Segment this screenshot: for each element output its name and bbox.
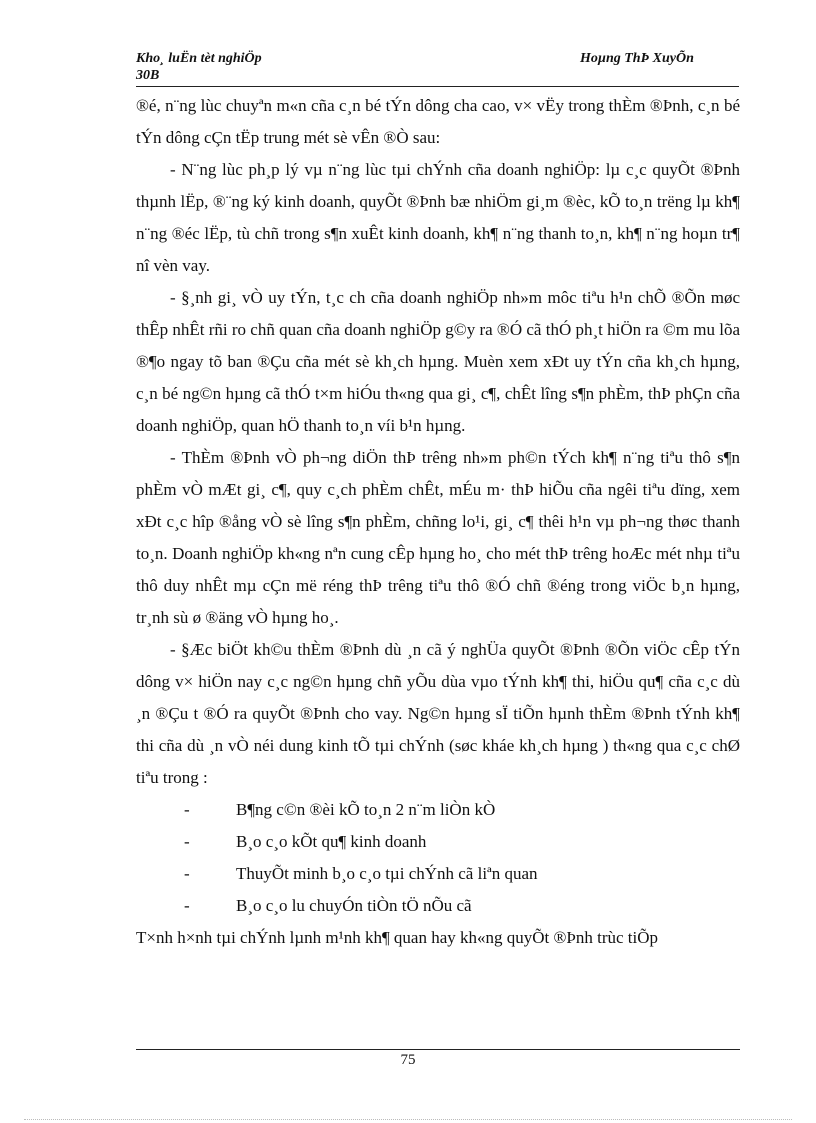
paragraph-last: T×nh h×nh tµi chÝnh lµnh m¹nh kh¶ quan hay kh«ng quyÕt ®Þnh trùc tiÕp bbox=[136, 928, 659, 947]
list-item-text: B¸o c¸o lu chuyÓn tiÒn tÖ nÕu cã bbox=[236, 896, 472, 915]
paragraph-2: - N¨ng lùc ph¸p lý vµ n¨ng lùc tµi chÝnh cña doanh nghiÖp: lµ c¸c quyÕt ®Þnh thµnh lËp, ®¨ng ký kinh doanh, quyÕt ®Þnh bæ nhiÖm gi¸m ®èc, kÕ to¸n trëng lµ kh¶ n¨ng ®éc lËp, tù chñ trong s¶n xuÊt kinh doanh, kh¶ n¨ng thanh to¸n, kh¶ n¨ng hoµn tr¶ nî vèn vay. bbox=[136, 160, 740, 275]
paragraph-5: - §Æc biÖt kh©u thÈm ®Þnh dù ¸n cã ý nghÜa quyÕt ®Þnh ®Õn viÖc cÊp tÝn dông v× hiÖn nay c¸c ng©n hµng chñ yÕu dùa vµo tÝnh kh¶ thi, hiÖu qu¶ cña c¸c dù ¸n ®Çu t ®Ó ra quyÕt ®Þnh cho vay. Ng©n hµng sÏ tiÕn hµnh thÈm ®Þnh tÝnh kh¶ thi cña dù ¸n vÒ néi dung kinh tÕ tµi chÝnh (søc kháe kh¸ch hµng ) th«ng qua c¸c chØ tiªu trong : bbox=[136, 640, 740, 787]
page-number: 75 bbox=[400, 1052, 416, 1068]
page-body bbox=[136, 90, 740, 954]
paragraph-1: ®é, n¨ng lùc chuyªn m«n cña c¸n bé tÝn dông cha cao, v× vËy trong thÈm ®Þnh, c¸n bé tÝn dông cÇn tËp trung mét sè vÊn ®Ò sau: bbox=[136, 96, 740, 147]
header-author: Hoµng ThÞ XuyÕn bbox=[580, 51, 694, 66]
header-rule bbox=[136, 86, 739, 87]
list-item: - B¶ng c©n ®èi kÕ to¸n 2 n¨m liÒn kÒ bbox=[136, 794, 740, 826]
list-item-text: B¶ng c©n ®èi kÕ to¸n 2 n¨m liÒn kÒ bbox=[236, 800, 496, 819]
list-item: - B¸o c¸o lu chuyÓn tiÒn tÖ nÕu cã bbox=[136, 890, 740, 922]
list-item-text: B¸o c¸o kÕt qu¶ kinh doanh bbox=[236, 832, 427, 851]
page-edge-divider bbox=[24, 1119, 792, 1120]
header-left bbox=[136, 50, 262, 84]
header-class: 30B bbox=[136, 68, 160, 83]
paragraph-3: - §¸nh gi¸ vÒ uy tÝn, t¸c ch cña doanh nghiÖp nh»m môc tiªu h¹n chÕ ®Õn møc thÊp nhÊt rñi ro chñ quan cña doanh nghiÖp g©y ra ®Ó cã thÓ ph¸t hiÖn ra ©m mu lõa ®¶o ngay tõ ban ®Çu cña mét sè kh¸ch hµng. Muèn xem xÐt uy tÝn cña kh¸ch hµng, c¸n bé ng©n hµng cã thÓ t×m hiÓu th«ng qua gi¸ c¶, chÊt lîng s¶n phÈm, thÞ phÇn cña doanh nghiÖp, quan hÖ thanh to¸n víi b¹n hµng. bbox=[136, 288, 740, 435]
header-title: Kho¸ luËn tèt nghiÖp bbox=[136, 51, 262, 66]
list-item-text: ThuyÕt minh b¸o c¸o tµi chÝnh cã liªn quan bbox=[236, 864, 538, 883]
list-item: - ThuyÕt minh b¸o c¸o tµi chÝnh cã liªn quan bbox=[136, 858, 740, 890]
footer-rule bbox=[136, 1049, 740, 1050]
paragraph-4: - ThÈm ®Þnh vÒ ph¬ng diÖn thÞ trêng nh»m ph©n tÝch kh¶ n¨ng tiªu thô s¶n phÈm vÒ mÆt gi¸ c¶, quy c¸ch phÈm chÊt, mÉu m· thÞ hiÕu cña ngêi tiªu dïng, xem xÐt c¸c hîp ®ång vÒ sè lîng s¶n phÈm, chñng lo¹i, gi¸ c¶ thêi h¹n vµ ph¬ng thøc thanh to¸n. Doanh nghiÖp kh«ng nªn cung cÊp hµng ho¸ cho mét thÞ trêng hoÆc mét nhµ tiªu thô duy nhÊt mµ cÇn më réng thÞ trêng tiªu thô ®Ó chñ ®éng trong viÖc b¸n hµng, tr¸nh sù ø ®äng vÒ hµng ho¸. bbox=[136, 448, 740, 627]
list-item: - B¸o c¸o kÕt qu¶ kinh doanh bbox=[136, 826, 740, 858]
